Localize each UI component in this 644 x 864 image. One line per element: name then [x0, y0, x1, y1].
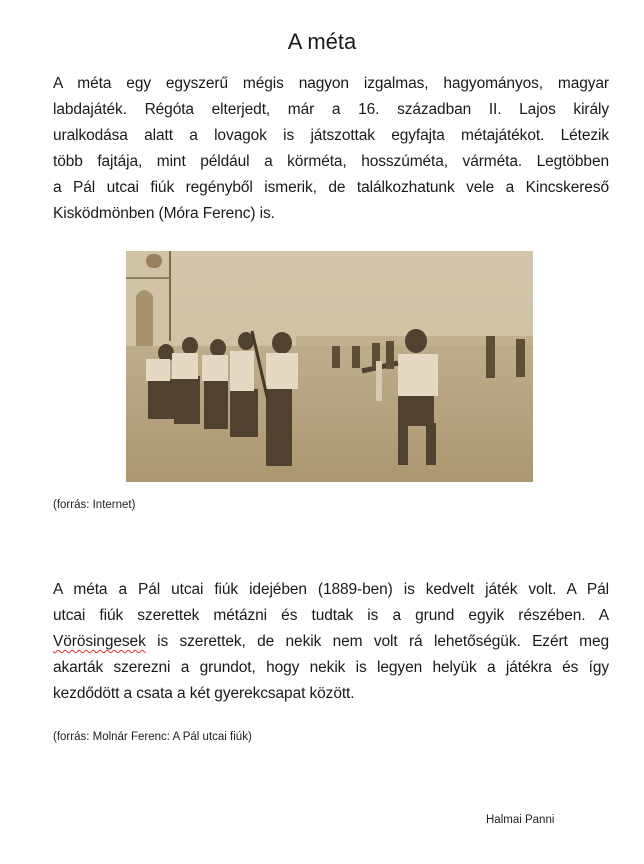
paragraph-line: [53, 629, 609, 655]
paragraph-line: utcai fiúk szerettek métázni és tudtak is a grund egyik részében. A: [53, 607, 609, 624]
text-source-caption: (forrás: Molnár Ferenc: A Pál utcai fiúk): [53, 731, 252, 743]
paragraph-line: a Pál utcai fiúk regényből ismerik, de találkozhatunk vele a Kincskereső: [53, 179, 609, 196]
paragraph-line: uralkodása alatt a lovagok is játszottak egyfajta métajátékot. Létezik: [53, 127, 609, 144]
paragraph-line: Kisködmönben (Móra Ferenc) is.: [53, 205, 275, 222]
misspelled-word[interactable]: Vörösingesek: [53, 633, 146, 650]
image-source-caption: (forrás: Internet): [53, 499, 136, 511]
paragraph-line: több fajtája, mint például a körméta, hosszúméta, várméta. Legtöbben: [53, 153, 609, 170]
document-title: A méta: [287, 29, 357, 54]
paragraph-line: akarták szerezni a grundot, hogy nekik is legyen helyük a játékra és így: [53, 659, 609, 676]
intro-paragraph: [53, 71, 609, 227]
second-paragraph: [53, 577, 609, 707]
paragraph-line: A méta egy egyszerű mégis nagyon izgalmas, hagyományos, magyar: [53, 75, 609, 92]
author-name: Halmai Panni: [486, 814, 555, 826]
paragraph-line: labdajáték. Régóta elterjedt, már a 16. században II. Lajos király: [53, 101, 609, 118]
photo-icon: [126, 251, 533, 482]
paragraph-line: kezdődött a csata a két gyerekcsapat között.: [53, 685, 355, 702]
meta-game-photo: [126, 251, 533, 482]
paragraph-line: A méta a Pál utcai fiúk idejében (1889-ben) is kedvelt játék volt. A Pál: [53, 581, 609, 598]
line-rest: is szerettek, de nekik nem volt rá lehetőségük. Ezért meg: [145, 633, 609, 650]
